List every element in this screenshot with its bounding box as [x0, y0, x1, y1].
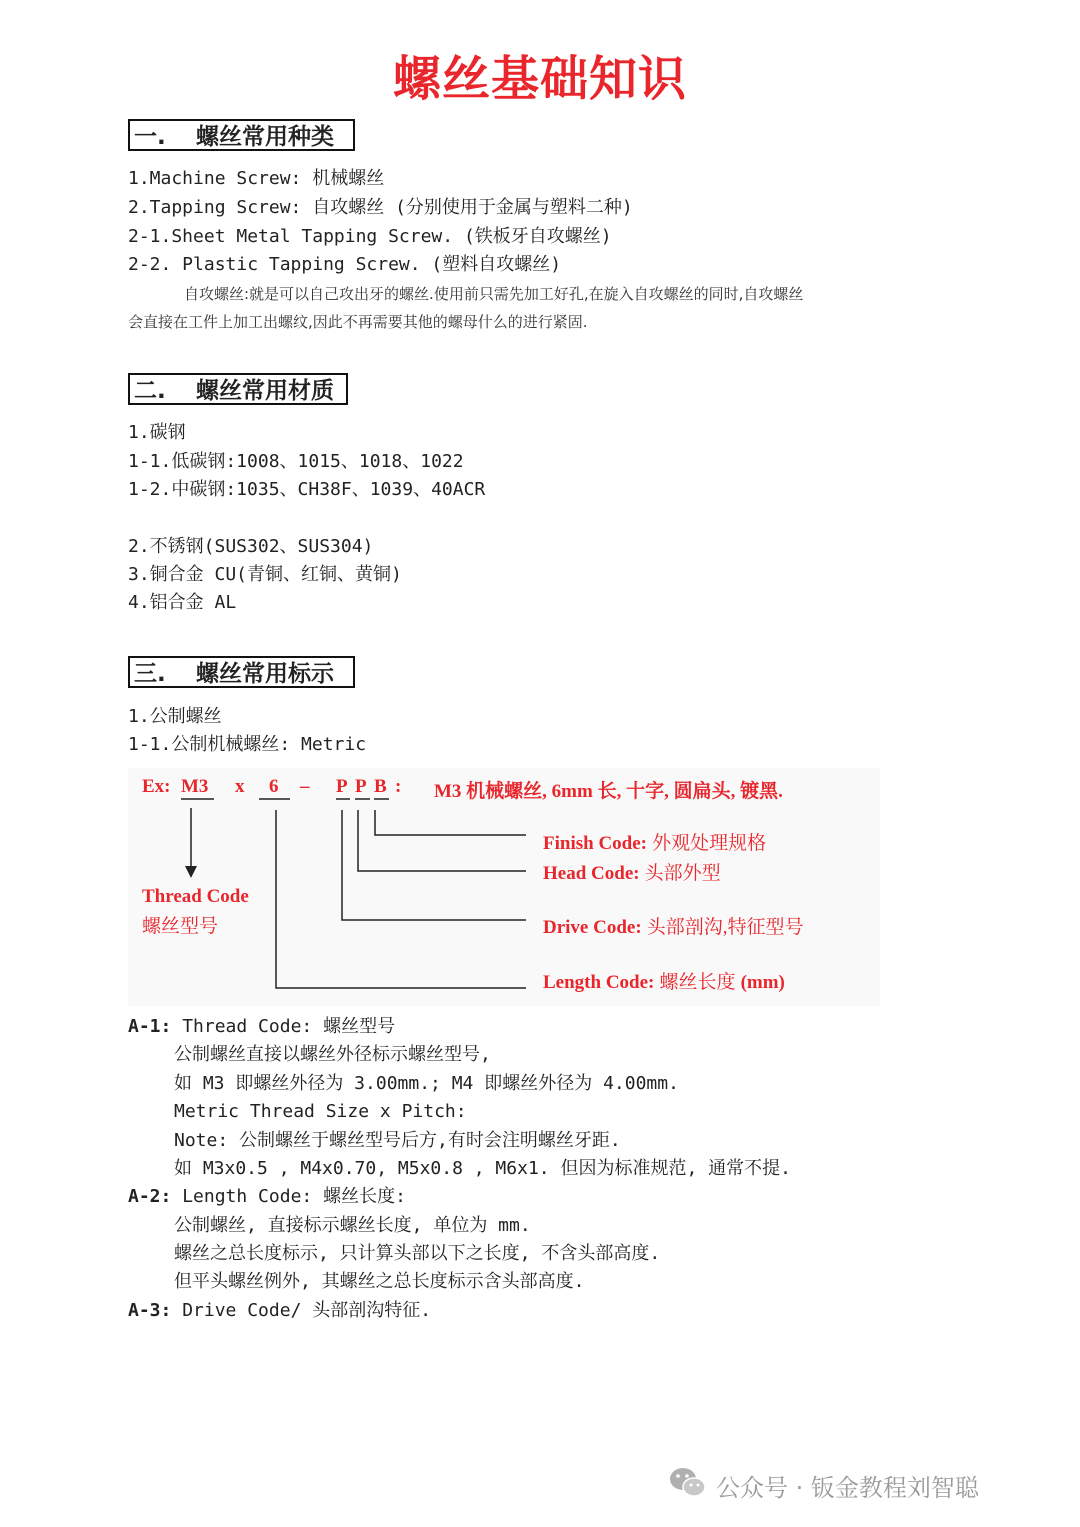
a2-label: A-2:	[128, 1186, 172, 1207]
a1-heading	[128, 1013, 395, 1041]
section-number: 一.	[134, 124, 166, 150]
diagram-times-sign: x	[235, 776, 245, 797]
diagram-colon: :	[395, 776, 402, 797]
screw-code-diagram	[128, 768, 880, 1006]
materials-line-2: 1-1.低碳钢:1008、1015、1018、1022	[128, 451, 464, 472]
length-code-label: Length Code:	[543, 972, 655, 993]
finish-code-cn: 外观处理规格	[652, 833, 767, 854]
a3-heading	[128, 1297, 431, 1325]
section-number: 三.	[134, 661, 166, 687]
a2-line-2: 螺丝之总长度标示, 只计算头部以下之长度, 不含头部高度.	[174, 1243, 661, 1264]
head-code-label: Head Code:	[543, 863, 640, 884]
types-line-2: 2.Tapping Screw: 自攻螺丝 (分别使用于金属与塑料二种)	[128, 197, 633, 218]
section-title: 螺丝常用种类	[196, 124, 334, 150]
diagram-ex-label: Ex:	[142, 776, 171, 797]
materials-line-1: 1.碳钢	[128, 422, 186, 443]
diagram-finish-code-value: B	[374, 776, 387, 797]
diagram-head-code	[543, 858, 721, 885]
a2-line-3: 但平头螺丝例外, 其螺丝之总长度标示含头部高度.	[174, 1271, 585, 1292]
types-line-4: 2-2. Plastic Tapping Screw. (塑料自攻螺丝)	[128, 254, 562, 275]
drive-code-label: Drive Code:	[543, 917, 642, 938]
materials-line-4: 2.不锈钢(SUS302、SUS304)	[128, 536, 374, 557]
a2-heading	[128, 1183, 406, 1211]
section-number: 二.	[134, 378, 166, 404]
a2-line-1: 公制螺丝, 直接标示螺丝长度, 单位为 mm.	[174, 1215, 531, 1236]
diagram-length-code	[543, 967, 785, 994]
section-title: 螺丝常用材质	[196, 378, 334, 404]
materials-line-3: 1-2.中碳钢:1035、CH38F、1039、40ACR	[128, 479, 486, 500]
types-note-line-2: 会直接在工件上加工出螺纹,因此不再需要其他的螺母什么的进行紧固.	[128, 313, 588, 331]
diagram-drive-code	[543, 912, 804, 939]
types-line-1: 1.Machine Screw: 机械螺丝	[128, 168, 385, 189]
marking-line-2: 1-1.公制机械螺丝: Metric	[128, 734, 367, 755]
diagram-thread-code-cn: 螺丝型号	[142, 916, 219, 937]
marking-line-1: 1.公制螺丝	[128, 706, 222, 727]
a1-line-5: 如 M3x0.5 , M4x0.70, M5x0.8 , M6x1. 但因为标准规范, 通常不提.	[174, 1158, 791, 1179]
materials-line-6: 4.铝合金 AL	[128, 592, 237, 613]
a1-label: A-1:	[128, 1016, 172, 1037]
types-line-3: 2-1.Sheet Metal Tapping Screw. (铁板牙自攻螺丝)	[128, 226, 612, 247]
drive-code-cn: 头部剖沟,特征型号	[646, 917, 804, 938]
a3-text: Drive Code/ 头部剖沟特征.	[182, 1300, 432, 1321]
materials-line-5: 3.铜合金 CU(青铜、红铜、黄铜)	[128, 564, 402, 585]
page-title: 螺丝基础知识	[392, 51, 687, 107]
head-code-cn: 头部外型	[644, 863, 721, 884]
types-note-line-1: 自攻螺丝:就是可以自己攻出牙的螺丝.使用前只需先加工好孔,在旋入自攻螺丝的同时,自攻螺丝	[184, 285, 804, 303]
wechat-icon	[668, 1465, 708, 1501]
diagram-finish-code	[543, 828, 766, 855]
diagram-length-value: 6	[269, 776, 279, 797]
diagram-drive-code-value: P	[336, 776, 348, 797]
length-code-cn: 螺丝长度	[659, 972, 736, 993]
section-heading-marking	[128, 656, 355, 688]
a1-text: Thread Code: 螺丝型号	[182, 1016, 396, 1037]
a1-line-2: 如 M3 即螺丝外径为 3.00mm.; M4 即螺丝外径为 4.00mm.	[174, 1073, 679, 1094]
diagram-example-description: M3 机械螺丝, 6mm 长, 十字, 圆扁头, 镀黑.	[434, 781, 783, 802]
a1-line-4: Note: 公制螺丝于螺丝型号后方,有时会注明螺丝牙距.	[174, 1130, 621, 1151]
length-code-unit: (mm)	[740, 972, 785, 993]
diagram-dash: –	[300, 776, 310, 797]
section-heading-materials	[128, 373, 348, 405]
diagram-head-code-value: P	[355, 776, 367, 797]
section-heading-types	[128, 119, 355, 151]
diagram-thread-code-label: Thread Code	[142, 886, 249, 907]
diagram-thread-code-value: M3	[181, 776, 209, 797]
finish-code-label: Finish Code:	[543, 833, 647, 854]
a1-line-3: Metric Thread Size x Pitch:	[174, 1101, 467, 1122]
a3-label: A-3:	[128, 1300, 172, 1321]
a1-line-1: 公制螺丝直接以螺丝外径标示螺丝型号,	[174, 1044, 491, 1065]
section-title: 螺丝常用标示	[196, 661, 334, 687]
a2-text: Length Code: 螺丝长度:	[182, 1186, 406, 1207]
watermark-text: 公众号 · 钣金教程刘智聪	[716, 1474, 979, 1502]
